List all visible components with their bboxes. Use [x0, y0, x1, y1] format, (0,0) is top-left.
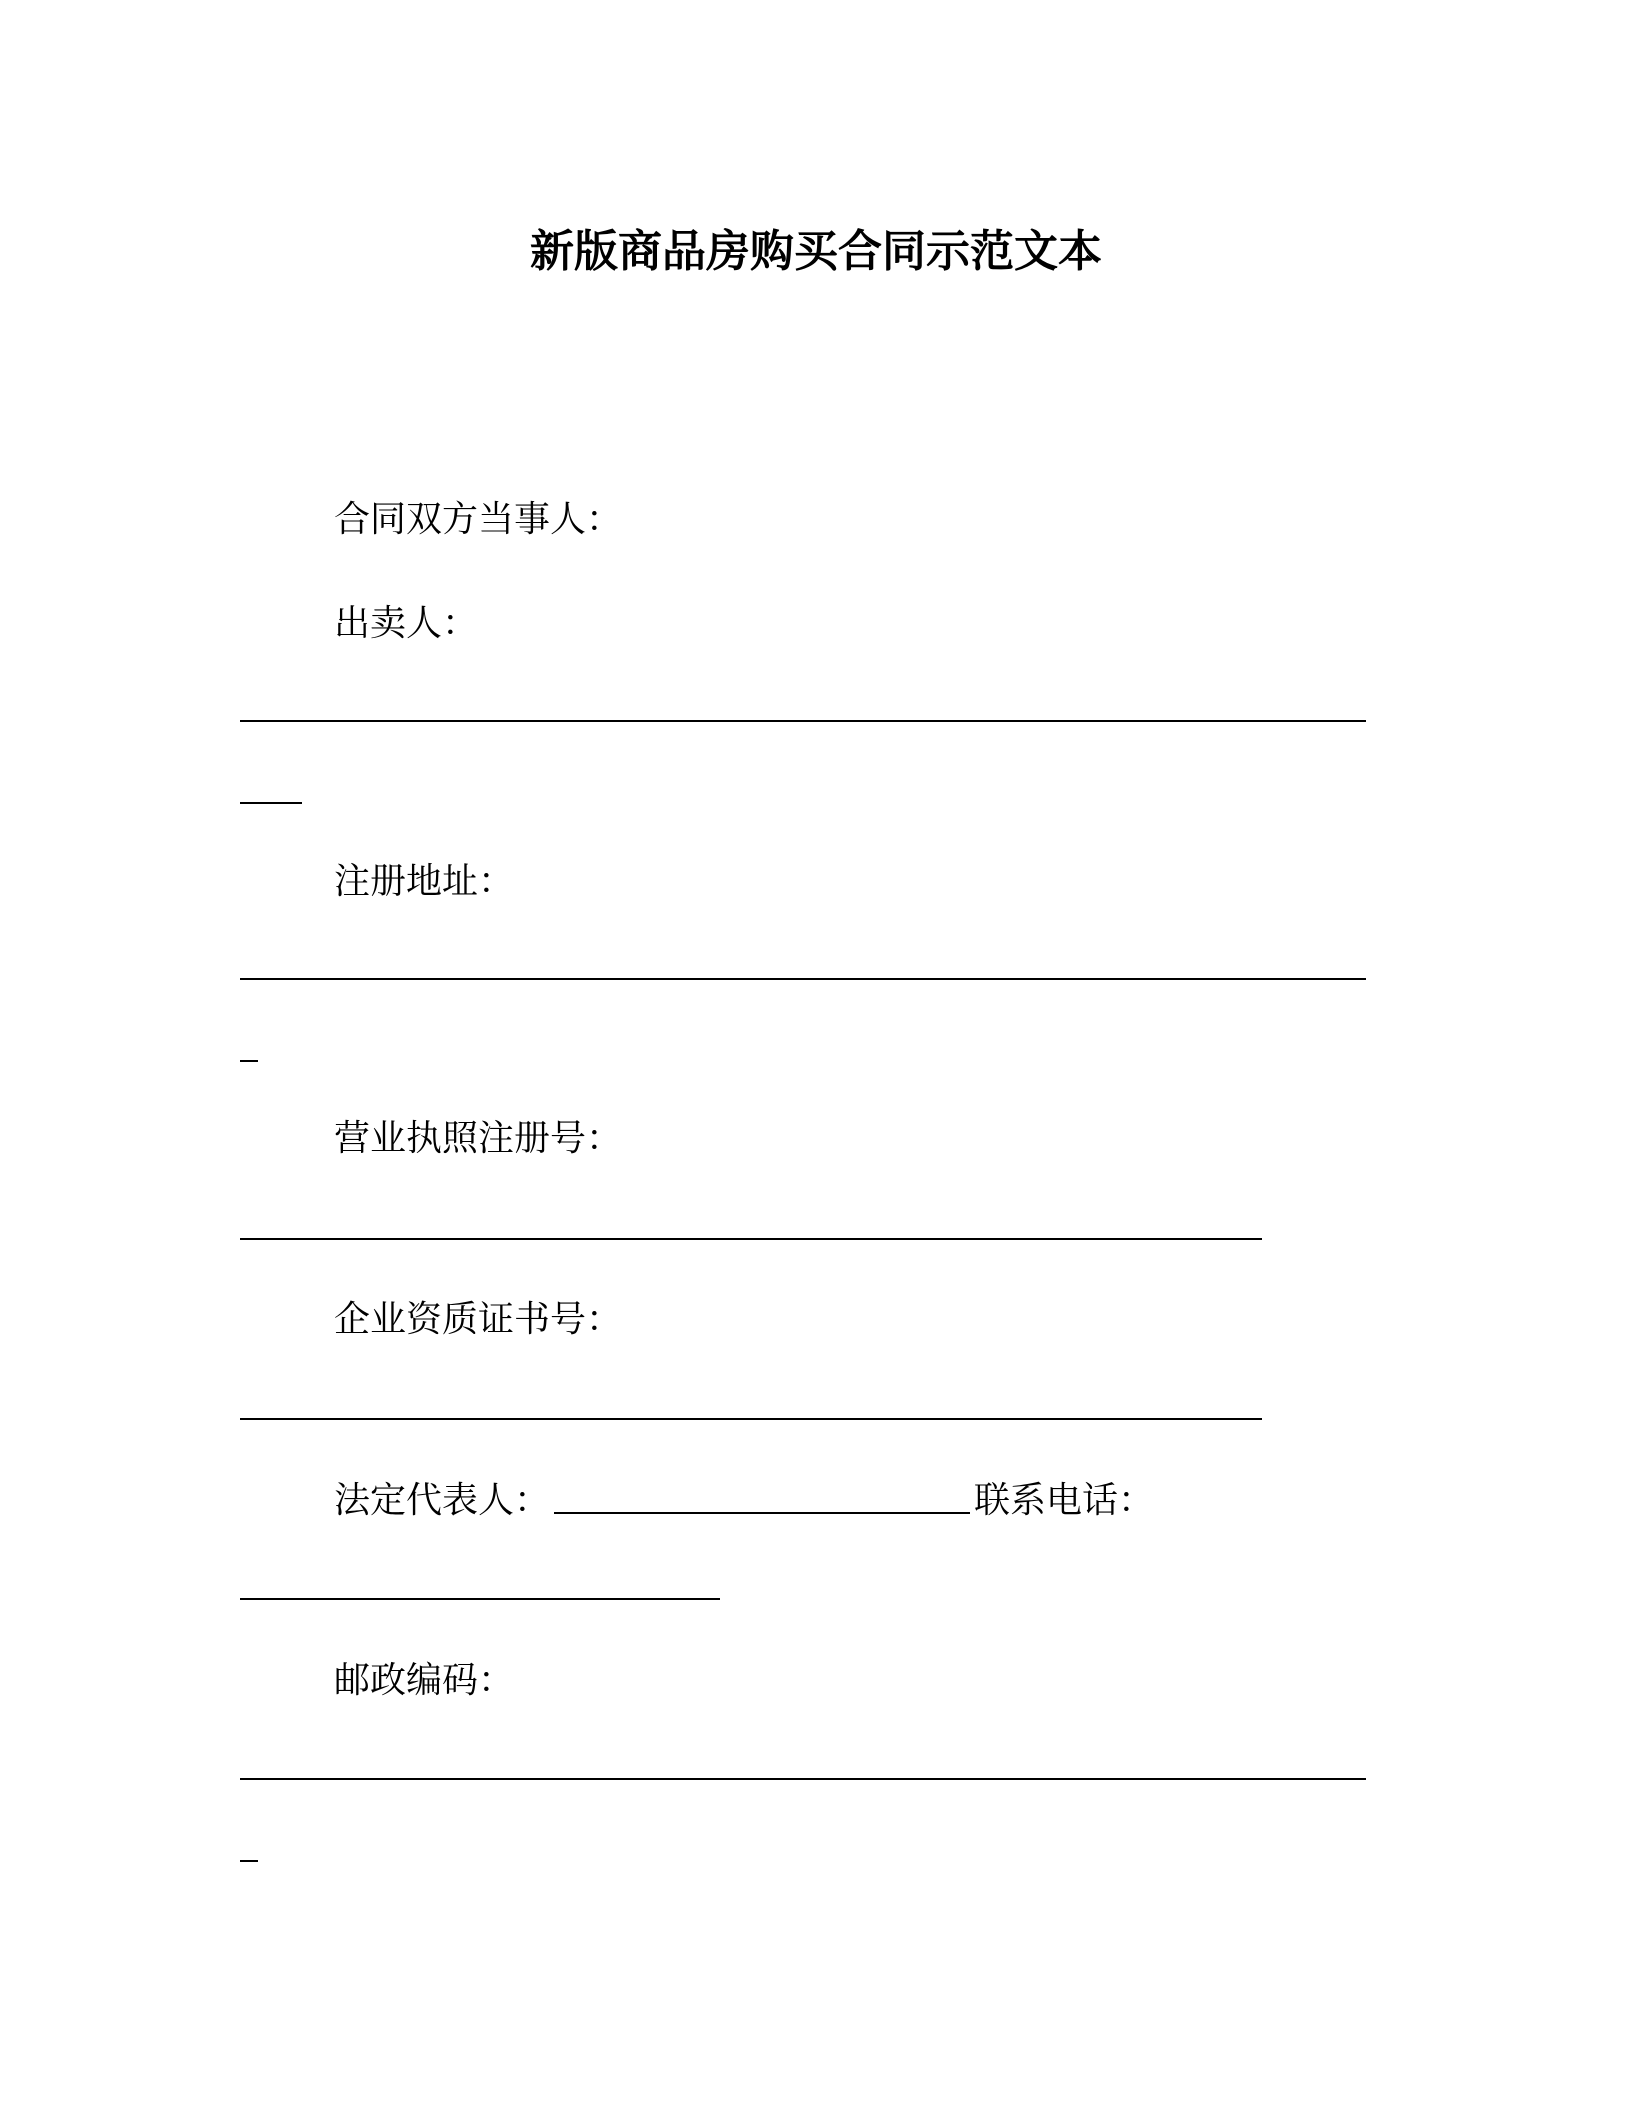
postal-blank-line[interactable] [240, 1778, 1366, 1780]
license-label: 营业执照注册号： [334, 1118, 623, 1159]
phone-blank-line[interactable] [240, 1598, 720, 1600]
seller-blank-line[interactable] [240, 720, 1366, 722]
seller-blank-line-continued[interactable] [240, 802, 302, 804]
address-label: 注册地址： [334, 861, 515, 902]
postal-blank-line-continued[interactable] [240, 1860, 258, 1862]
parties-label: 合同双方当事人： [334, 499, 623, 540]
legal-rep-blank-line[interactable] [554, 1512, 970, 1514]
seller-label: 出卖人： [334, 603, 479, 644]
legal-rep-row [334, 1477, 1154, 1525]
document-title: 新版商品房购买合同示范文本 [530, 226, 1102, 277]
address-blank-line-continued[interactable] [240, 1060, 258, 1062]
qualification-label: 企业资质证书号： [334, 1299, 623, 1340]
legal-rep-label: 法定代表人： [334, 1480, 551, 1521]
phone-label: 联系电话： [974, 1480, 1155, 1521]
address-blank-line[interactable] [240, 978, 1366, 980]
qualification-blank-line[interactable] [240, 1418, 1262, 1420]
license-blank-line[interactable] [240, 1238, 1262, 1240]
postal-label: 邮政编码： [334, 1660, 515, 1701]
